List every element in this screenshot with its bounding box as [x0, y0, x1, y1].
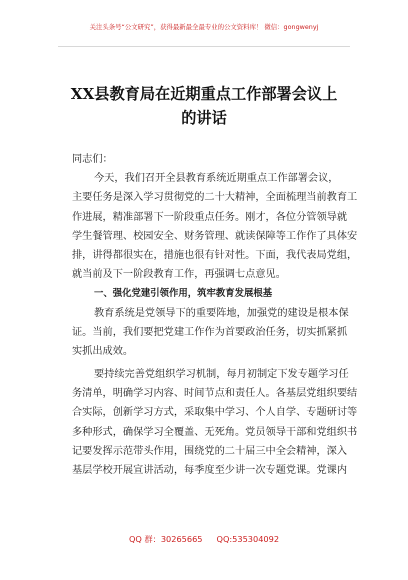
paragraph-line: 今天，我们召开全县教育系统近期重点工作部署会议，: [94, 173, 339, 185]
paragraph-line: 证。当前，我们要把党建工作作为首要政治任务，切实抓紧抓: [72, 326, 348, 338]
paragraph-line: 基层学校开展宣讲活动，每季度至少讲一次专题党课。党课内: [72, 465, 348, 476]
paragraph-line: 就当前及下一阶段教育工作，再强调七点意见。: [72, 269, 286, 281]
paragraph-line: 记要发挥示范带头作用，围绕党的二十届三中全会精神，深入: [72, 445, 348, 457]
paragraph-line: 合实际，创新学习方式，采取集中学习、个人自学、专题研讨等: [72, 407, 358, 419]
document-body: [72, 150, 358, 480]
title-line-1: XX县教育局在近期重点工作部署会议上: [70, 85, 338, 103]
header-divider: [58, 46, 350, 47]
paragraph-line: 多种形式，确保学习全覆盖、无死角。党员领导干部和党组织书: [72, 426, 358, 438]
section-1-paragraph-2: [72, 365, 358, 480]
paragraph-line: 实抓出成效。: [72, 345, 134, 357]
paragraph-line: 学生餐管理、校园安全、财务管理、就读保障等工作作了具体安: [72, 230, 358, 242]
intro-paragraph: [72, 169, 358, 284]
header-promo-text: 关注头条号“公文研究”，获得最新最全最专业的公文资料库！ 微信：gongwenyj: [89, 23, 319, 31]
section-1-heading: 一、强化党建引领作用，筑牢教育发展根基: [94, 288, 273, 300]
salutation: 同志们：: [72, 154, 113, 165]
footer-qq-group: QQ 群：30265665: [128, 534, 203, 544]
footer-qq: QQ:535304092: [216, 534, 280, 544]
document-title: [48, 82, 360, 130]
paragraph-line: 主要任务是深入学习贯彻党的二十大精神，全面梳理当前教育工: [72, 192, 358, 204]
footer-contact: [0, 534, 408, 545]
paragraph-line: 要持续完善党组织学习机制，每月初制定下发专题学习任: [94, 369, 349, 381]
title-line-2: 的讲话: [181, 109, 227, 127]
paragraph-line: 教育系统是党领导下的重要阵地，加强党的建设是根本保: [94, 307, 349, 319]
section-1-paragraph-1: [72, 304, 349, 362]
paragraph-line: 务清单，明确学习内容、时间节点和责任人。各基层党组织要结: [72, 388, 358, 400]
paragraph-line: 作进展，精准部署下一阶段重点任务。刚才，各位分管领导就: [72, 211, 348, 223]
paragraph-line: 排，讲得都很实在，措施也很有针对性。下面，我代表局党组，: [72, 249, 358, 261]
